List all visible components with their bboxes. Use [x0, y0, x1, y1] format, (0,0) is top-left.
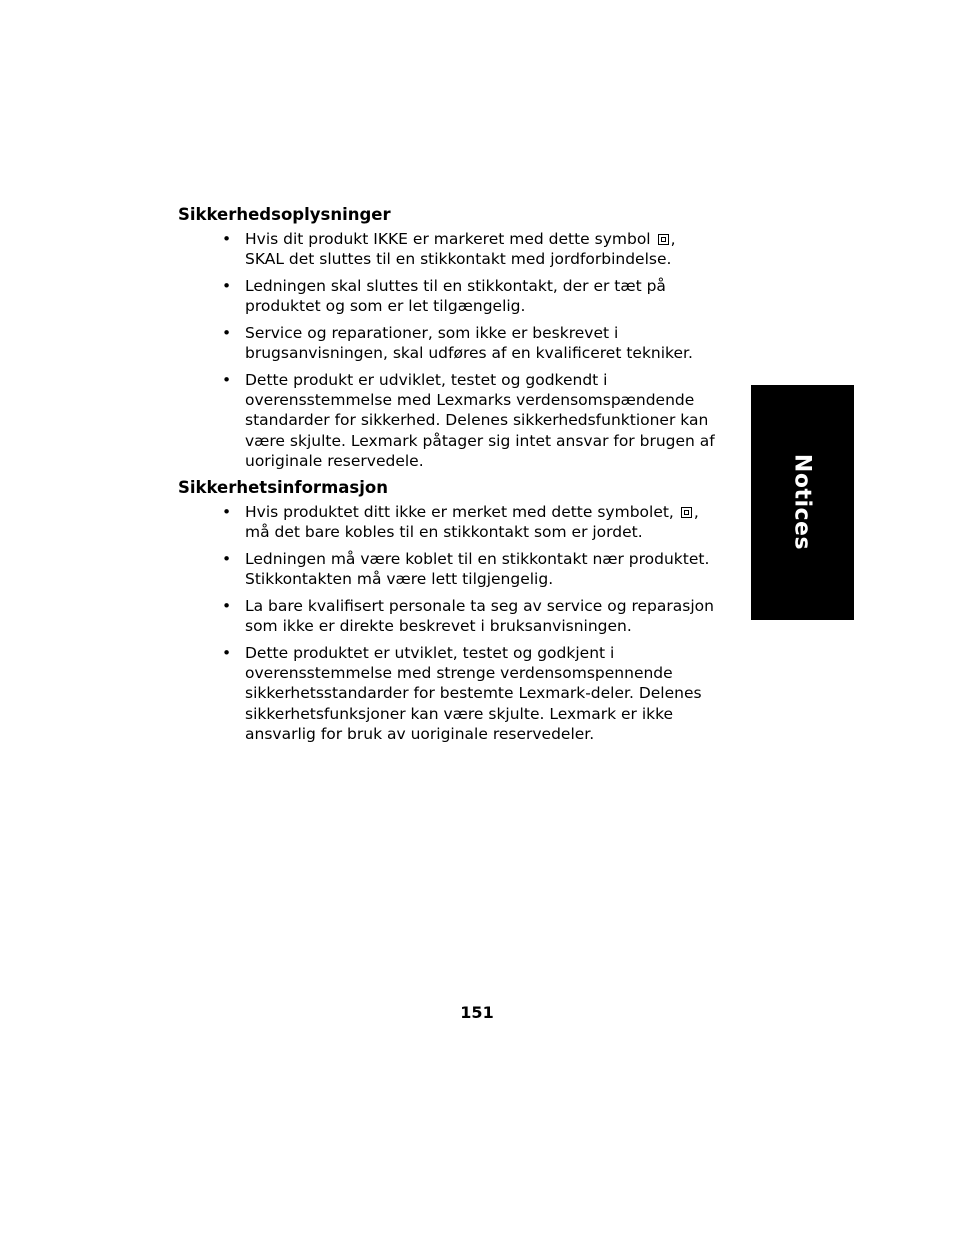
- list-item: • Hvis dit produkt IKKE er markeret med dette symbol , SKAL det sluttes til en stikkontakt med jordforbindelse.: [222, 230, 676, 269]
- list-item: • Service og reparationer, som ikke er beskrevet i brugsanvisningen, skal udføres af en kvalificeret tekniker.: [222, 323, 693, 363]
- list-item: • Dette produkt er udviklet, testet og godkendt i overensstemmelse med Lexmarks verdensomspændende standarder for sikkerhed. Delenes sikkerhedsfunktioner kan være skjulte. Lexmark påtager sig intet ansvar for brugen af uoriginale reservedele.: [222, 370, 715, 470]
- section-sikkerhedsoplysninger: [178, 204, 718, 477]
- bullet-list: [178, 502, 718, 744]
- double-insulation-icon: [681, 507, 692, 518]
- list-item: • Dette produktet er utviklet, testet og godkjent i overensstemmelse med strenge verdensomspennende sikkerhetsstandarder for bestemte Lexmark-deler. Delenes sikkerhetsfunksjoner kan være skjulte. Lexmark er ikke ansvarlig for bruk av uoriginale reservedeler.: [222, 643, 702, 743]
- list-item: • La bare kvalifisert personale ta seg av service og reparasjon som ikke er direkte beskrevet i bruksanvisningen.: [222, 596, 714, 636]
- page-number: 151: [460, 1003, 494, 1022]
- bullet-icon: •: [222, 230, 232, 248]
- bullet-icon: •: [222, 643, 232, 662]
- list-item: • Ledningen skal sluttes til en stikkontakt, der er tæt på produktet og som er let tilgængelig.: [222, 276, 666, 316]
- bullet-icon: •: [222, 596, 232, 615]
- list-item: • Hvis produktet ditt ikke er merket med dette symbolet, , må det bare kobles til en stikkontakt som er jordet.: [222, 503, 699, 542]
- side-tab: [751, 385, 854, 620]
- double-insulation-icon: [658, 234, 669, 245]
- bullet-icon: •: [222, 323, 232, 342]
- section-sikkerhetsinformasjon: [178, 477, 718, 750]
- bullet-icon: •: [222, 503, 232, 521]
- bullet-icon: •: [222, 549, 232, 568]
- bullet-icon: •: [222, 370, 232, 389]
- bullet-icon: •: [222, 276, 232, 295]
- section-heading: Sikkerhetsinformasjon: [178, 478, 388, 497]
- list-item: • Ledningen må være koblet til en stikkontakt nær produktet. Stikkontakten må være lett tilgjengelig.: [222, 549, 710, 589]
- side-tab-label: Notices: [789, 453, 815, 551]
- section-heading: Sikkerhedsoplysninger: [178, 205, 391, 224]
- bullet-list: [178, 229, 718, 471]
